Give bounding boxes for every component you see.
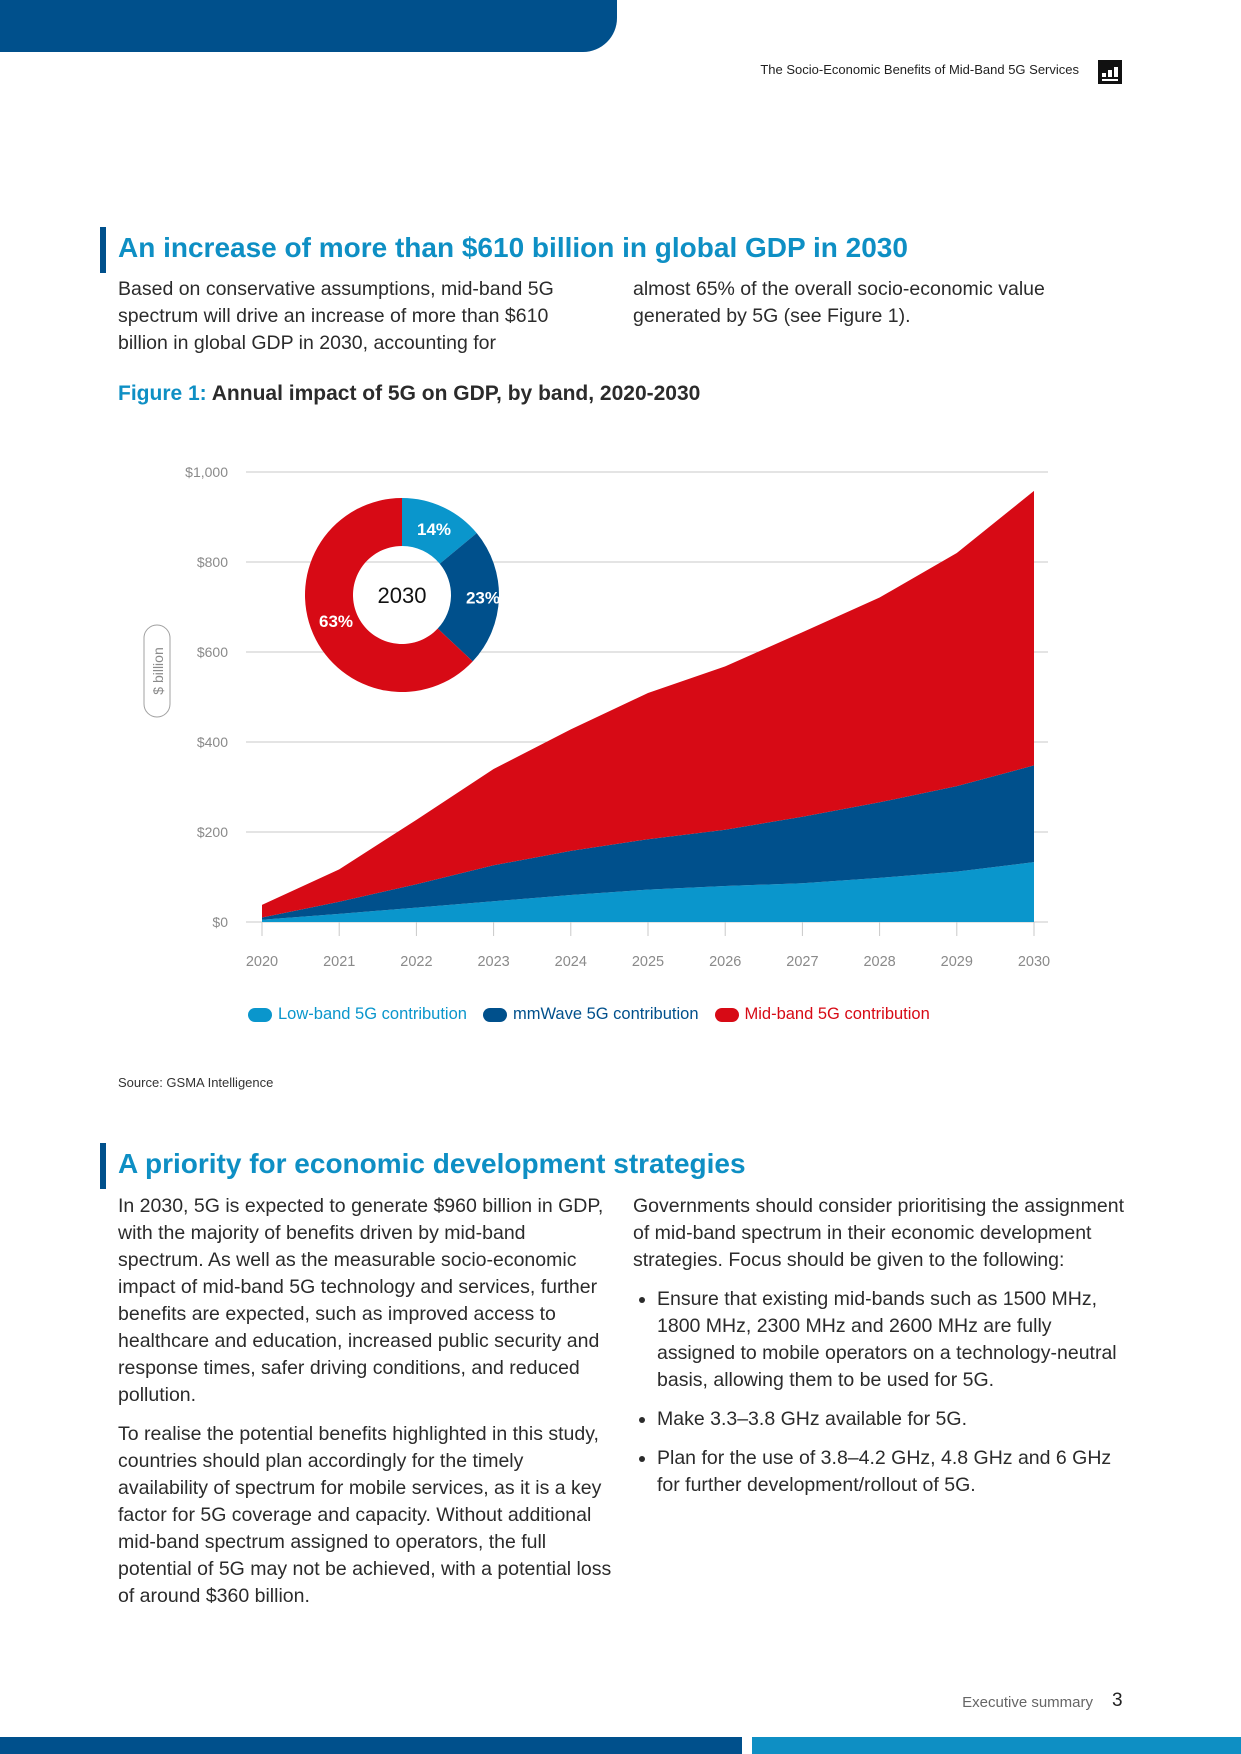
figure-caption (118, 382, 700, 406)
paragraph: To realise the potential benefits highlighted in this study, countries should plan accordingly for the timely availability of spectrum for mobile services, as it is a key factor for 5G coverage and capacity. Without additional mid-band spectrum assigned to operators, the full potential of 5G may not be achieved, with a potential loss of around $360 billion. (118, 1423, 612, 1607)
section-accent-bar (100, 227, 106, 273)
legend-item (715, 1005, 930, 1024)
figure-title: Annual impact of 5G on GDP, by band, 2020-2030 (211, 382, 701, 405)
x-tick-label: 2026 (709, 954, 742, 970)
legend-swatch (483, 1008, 507, 1022)
list-item: • Plan for the use of 3.8–4.2 GHz, 4.8 GHz and 6 GHz for further development/rollout of 5G. (657, 1445, 1129, 1499)
section1-column-1: Based on conservative assumptions, mid-band 5G spectrum will drive an increase of more than $610 billion in global GDP in 2030, accounting for (118, 278, 554, 354)
y-tick-label: $400 (196, 734, 228, 750)
donut-slice-label: 23% (465, 588, 500, 608)
document-title: The Socio-Economic Benefits of Mid-Band 5G Services (760, 62, 1079, 77)
x-tick-label: 2023 (477, 954, 510, 970)
y-tick-label: $600 (196, 644, 228, 660)
section-heading-gdp: An increase of more than $610 billion in global GDP in 2030 (118, 232, 908, 263)
x-tick-label: 2024 (554, 954, 587, 970)
legend-swatch (715, 1008, 739, 1022)
y-tick-label: $1,000 (185, 464, 228, 480)
y-tick-label: $200 (196, 824, 228, 840)
section2-column-1 (118, 1193, 614, 1622)
section-accent-bar (100, 1143, 106, 1189)
footer-bar-dark (0, 1737, 742, 1754)
y-axis-label: $ billion (150, 647, 166, 695)
legend-swatch (248, 1008, 272, 1022)
x-tick-label: 2028 (863, 954, 896, 970)
paragraph: In 2030, 5G is expected to generate $960 billion in GDP, with the majority of benefits driven by mid-band spectrum. As well as the measurable socio-economic impact of mid-band 5G technology and services, further benefits are expected, such as improved access to healthcare and education, increased public security and response times, safer driving conditions, and reduced pollution. (118, 1195, 604, 1406)
y-tick-label: $0 (212, 914, 228, 930)
legend-label: Low-band 5G contribution (278, 1005, 467, 1023)
page-number: 3 (1112, 1690, 1123, 1711)
gdp-stacked-area-chart (0, 440, 1241, 1000)
donut-slice-label: 63% (318, 612, 354, 631)
list-item: • Make 3.3–3.8 GHz available for 5G. (657, 1406, 1129, 1433)
paragraph: Governments should consider prioritising the assignment of mid-band spectrum in their economic development strategies. Focus should be given to the following: (633, 1195, 1124, 1271)
y-tick-label: $800 (196, 554, 228, 570)
legend-label: mmWave 5G contribution (512, 1005, 699, 1023)
section1-column-2: almost 65% of the overall socio-economic value generated by 5G (see Figure 1). (633, 278, 1045, 327)
figure-label: Figure 1: (118, 382, 207, 405)
x-tick-label: 2030 (1017, 954, 1051, 970)
legend-item (248, 1005, 467, 1024)
footer-bar-light (752, 1737, 1241, 1754)
x-tick-label: 2020 (245, 954, 279, 970)
recommendations-list (633, 1286, 1129, 1499)
list-item: • Ensure that existing mid-bands such as 1500 MHz, 1800 MHz, 2300 MHz and 2600 MHz are fully assigned to mobile operators on a technology-neutral basis, allowing them to be used for 5G. (657, 1286, 1129, 1394)
section-heading-priority: A priority for economic development strategies (118, 1148, 746, 1179)
x-tick-label: 2021 (323, 954, 356, 970)
x-tick-label: 2022 (400, 954, 433, 970)
chart-legend (248, 1005, 930, 1024)
donut-center-label: 2030 (377, 583, 427, 608)
legend-label: Mid-band 5G contribution (744, 1005, 930, 1023)
x-tick-label: 2029 (940, 954, 973, 970)
footer-section-label: Executive summary (962, 1694, 1093, 1711)
donut-slice-label: 14% (416, 520, 452, 539)
section2-column-2 (633, 1193, 1129, 1511)
header-accent-tab (0, 0, 617, 52)
figure-source: Source: GSMA Intelligence (118, 1075, 274, 1090)
x-tick-label: 2025 (631, 954, 665, 970)
legend-item (483, 1005, 699, 1024)
gsma-logo-icon (1098, 60, 1122, 84)
x-tick-label: 2027 (786, 954, 819, 970)
